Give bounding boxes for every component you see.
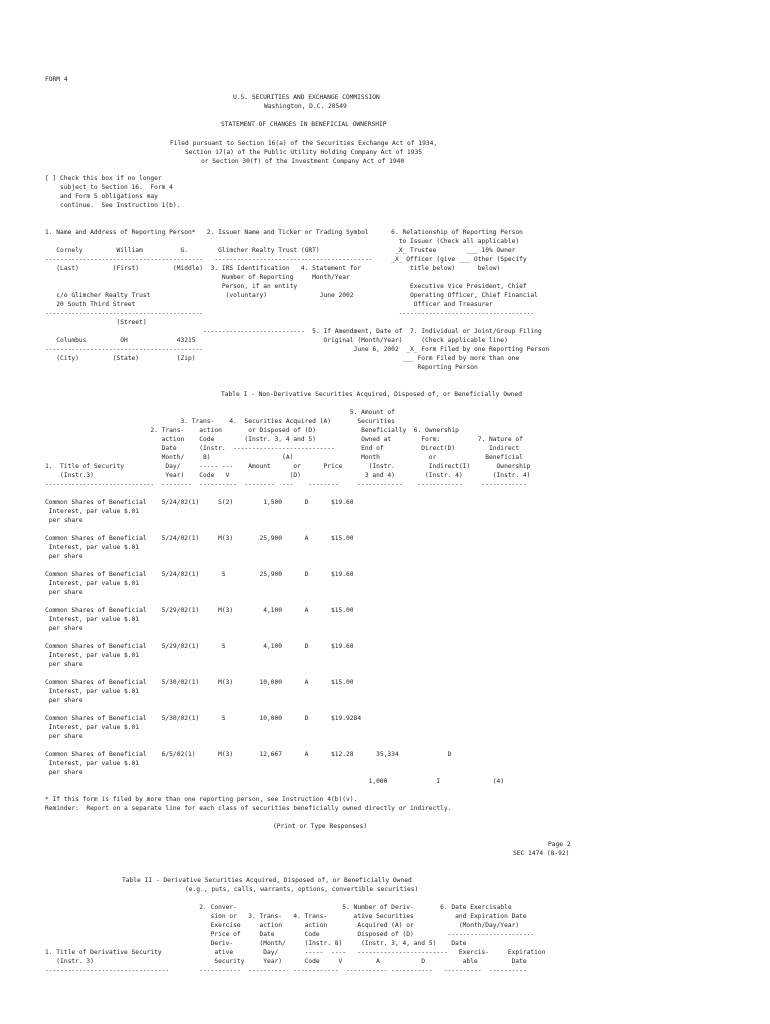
text-line: Washington, D.C. 20549 [264,103,347,110]
text-line: (City) (State) (Zip) ___ Form Filed by more than one [45,355,520,362]
text-line: Price of Date Code Disposed of (D) ----------------------- [45,931,535,938]
text-line: ------------------------------------------ ------------------------------------ [45,310,535,317]
text-line: per share [45,625,83,632]
text-line: Common Shares of Beneficial 5/24/02(1) S(2) 1,500 D $19.60 [45,499,354,506]
text-line: (e.g., puts, calls, warrants, options, convertible securities) [185,886,419,893]
text-line: per share [45,697,83,704]
text-line: Reminder: Report on a separate line for each class of securities beneficially owned directly or indirectly. [45,805,452,812]
text-line: (Instr. 3) Security Year) Code V A D able Date [45,958,527,965]
text-line: c/o Glimcher Realty Trust (voluntary) June 2002 Operating Officer, Chief Financial [45,292,538,299]
text-line: * If this form is filed by more than one reporting person, see Instruction 4(b)(v). [45,796,358,803]
text-line: 1,000 I (4) [45,778,505,785]
text-line: 2. Conver- 5. Number of Deriv- 6. Date Exercisable [45,904,512,911]
text-line: Date (Instr. --------------------------- End of Direct(D) Indirect [45,445,520,452]
text-line: Page 2 [548,841,571,848]
text-line: Person, if an entity Executive Vice President, Chief [45,283,527,290]
text-line: Reporting Person [45,364,478,371]
text-line: ------------------------------------------ June 6, 2002 _X_ Form Filed by one Reporting Person [45,346,550,353]
text-line: Common Shares of Beneficial 5/29/02(1) S 4,100 D $19.60 [45,643,354,650]
text-line: Interest, par value $.01 [45,724,140,731]
text-line: 2. Trans- action or Disposed of (D) Beneficially 6. Ownership [45,427,459,434]
text-line: 3. Trans- 4. Securities Acquired (A) Securities [45,418,395,425]
text-line: Columbus OH 43215 Original (Month/Year) (Check applicable line) [45,337,508,344]
text-line: 5. Amount of [45,409,395,416]
text-line: ----------------------------- -------- ---------- -------- --- -------- ------------ ------------ ------------ [45,481,527,488]
text-line: (Instr.3) Year) Code V (D) 3 and 4) (Instr. 4) (Instr. 4) [45,472,531,479]
text-line: Table I - Non-Derivative Securities Acquired, Disposed of, or Beneficially Owned [221,391,523,398]
text-line: SEC 1474 (8-92) [513,850,570,857]
text-line: Filed pursuant to Section 16(a) of the Securities Exchange Act of 1934, [170,140,438,147]
text-line: --------------------------------- ----------- ---------- ------------ ----------- ----------- ---------- ---------- [45,967,527,974]
text-line: or Section 30(f) of the Investment Company Act of 1940 [201,158,405,165]
text-line: Common Shares of Beneficial 5/30/02(1) S 10,000 D $19.9284 [45,715,362,722]
text-line: 1. Title of Derivative Security ative Day/ ----- ---- ------------------------ Exercis- Expiration [45,949,546,956]
text-line: Section 17(a) of the Public Utility Holding Company Act of 1935 [185,149,423,156]
text-line: Common Shares of Beneficial 5/30/02(1) M(3) 10,000 A $15.00 [45,679,354,686]
text-line: action Code (Instr. 3, 4 and 5) Owned at Form: 7. Nature of [45,436,523,443]
text-line: Interest, par value $.01 [45,652,140,659]
text-line: continue. See Instruction 1(b). [45,202,181,209]
text-line: Cornely William G. Glimcher Realty Trust (GRT) _X_ Trustee ___ 10% Owner [45,247,516,254]
text-line: Common Shares of Beneficial 5/24/02(1) S 25,900 D $19.60 [45,571,354,578]
text-line: Month/ 8) (A) Month or Beneficial [45,454,523,461]
text-line: --------------------------- 5. If Amendment, Date of 7. Individual or Joint/Group Filing [45,328,542,335]
text-line: Interest, par value $.01 [45,580,140,587]
text-line: subject to Section 16. Form 4 [45,184,173,191]
text-line: STATEMENT OF CHANGES IN BENEFICIAL OWNERSHIP [221,121,387,128]
text-line: Common Shares of Beneficial 6/5/02(1) M(3) 12,667 A $12.28 35,334 D [45,751,452,758]
text-line: Table II - Derivative Securities Acquired, Disposed of, or Beneficially Owned [122,877,412,884]
text-line: Deriv- (Month/ (Instr. 8) (Instr. 3, 4, and 5) Date [45,940,467,947]
text-line: U.S. SECURITIES AND EXCHANGE COMMISSION [233,94,380,101]
text-line: per share [45,589,83,596]
text-line: Common Shares of Beneficial 5/24/02(1) M(3) 25,900 A $15.00 [45,535,354,542]
text-line: per share [45,733,83,740]
text-line: per share [45,769,83,776]
text-line: Interest, par value $.01 [45,760,140,767]
text-line: and Form 5 obligations may [45,193,158,200]
text-line: (Print or Type Responses) [273,823,368,830]
text-line: Interest, par value $.01 [45,688,140,695]
text-line: per share [45,517,83,524]
text-line: Common Shares of Beneficial 5/29/02(1) M(3) 4,100 A $15.00 [45,607,354,614]
text-line: Interest, par value $.01 [45,544,140,551]
text-line: per share [45,661,83,668]
text-line: Interest, par value $.01 [45,508,140,515]
text-line: FORM 4 [45,76,68,83]
text-line: [ ] Check this box if no longer [45,175,162,182]
text-line: 1. Title of Security Day/ ----- --- Amount or Price (Instr. Indirect(I) Ownership [45,463,531,470]
text-line: ------------------------------------------ ------------------------------------------ _X_ Officer (give ___ Other (Specify [45,256,527,263]
text-line: Exercise action action Acquired (A) or (Month/Day/Year) [45,922,520,929]
text-line: Number of Reporting Month/Year [45,274,350,281]
text-line: Interest, par value $.01 [45,616,140,623]
text-line: 1. Name and Address of Reporting Person* 2. Issuer Name and Ticker or Trading Symbol 6. Relationship of Reporting Person [45,229,523,236]
text-line: sion or 3. Trans- 4. Trans- ative Securities and Expiration Date [45,913,527,920]
text-line: (Street) [45,319,147,326]
text-line: 20 South Third Street Officer and Treasurer [45,301,493,308]
text-line: per share [45,553,83,560]
text-line: to Issuer (Check all applicable) [45,238,520,245]
text-line: (Last) (First) (Middle) 3. IRS Identification 4. Statement for title below) below) [45,265,501,272]
